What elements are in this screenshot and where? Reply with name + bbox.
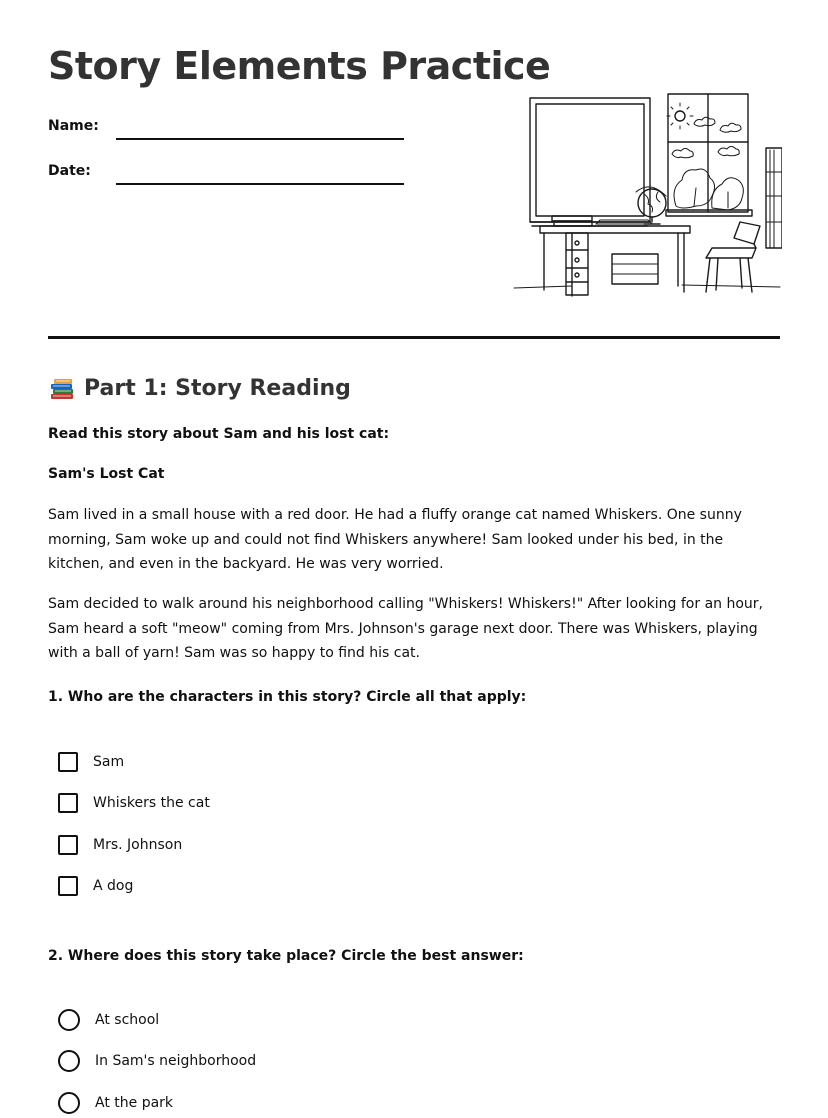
question-2-prompt: 2. Where does this story take place? Circle the best answer: bbox=[48, 948, 524, 964]
option-label: In Sam's neighborhood bbox=[95, 1053, 257, 1069]
date-blank-line[interactable] bbox=[116, 183, 404, 185]
story-paragraph-1: Sam lived in a small house with a red door. He had a fluffy orange cat named Whiskers. One sunny morning, Sam woke up and could not find Whiskers anywhere! Sam looked under his bed, in the kitchen, and even in the backyard. He was very worried. bbox=[48, 507, 742, 572]
story-title: Sam's Lost Cat bbox=[48, 466, 165, 482]
q2-option-neighborhood[interactable] bbox=[58, 1048, 256, 1074]
worksheet-header bbox=[48, 0, 780, 401]
part1-heading-text: Part 1: Story Reading bbox=[84, 375, 351, 401]
question-1-prompt: 1. Who are the characters in this story? Circle all that apply: bbox=[48, 689, 527, 705]
part1-heading bbox=[48, 374, 351, 402]
option-label: Sam bbox=[93, 754, 125, 770]
checkbox[interactable] bbox=[58, 752, 78, 772]
option-label: At school bbox=[95, 1012, 160, 1028]
name-blank-line[interactable] bbox=[116, 138, 404, 140]
q2-option-park[interactable] bbox=[58, 1090, 173, 1116]
name-label: Name: bbox=[48, 118, 99, 134]
q1-option-mrs-johnson[interactable] bbox=[58, 832, 182, 858]
page-title: Story Elements Practice bbox=[48, 44, 551, 88]
date-field[interactable] bbox=[48, 159, 408, 189]
radio-button[interactable] bbox=[58, 1009, 80, 1031]
story-paragraph-2: Sam decided to walk around his neighborhood calling "Whiskers! Whiskers!" After looking for an hour, Sam heard a soft "meow" coming from Mrs. Johnson's garage next door. There was Whiskers, playing with a ball of yarn! Sam was so happy to find his cat. bbox=[48, 596, 763, 661]
q1-option-whiskers[interactable] bbox=[58, 790, 210, 816]
option-label: At the park bbox=[95, 1095, 174, 1111]
checkbox[interactable] bbox=[58, 876, 78, 896]
checkbox[interactable] bbox=[58, 835, 78, 855]
classroom-illustration bbox=[512, 92, 782, 304]
checkbox[interactable] bbox=[58, 793, 78, 813]
date-label: Date: bbox=[48, 163, 91, 179]
q1-option-dog[interactable] bbox=[58, 873, 133, 899]
books-icon bbox=[48, 374, 76, 402]
worksheet-page bbox=[48, 0, 780, 1111]
radio-button[interactable] bbox=[58, 1050, 80, 1072]
name-field[interactable] bbox=[48, 114, 408, 144]
radio-button[interactable] bbox=[58, 1092, 80, 1114]
header-divider bbox=[48, 336, 780, 339]
q2-option-school[interactable] bbox=[58, 1007, 159, 1033]
story-intro: Read this story about Sam and his lost cat: bbox=[48, 426, 390, 442]
option-label: A dog bbox=[93, 878, 134, 894]
option-label: Mrs. Johnson bbox=[93, 837, 183, 853]
option-label: Whiskers the cat bbox=[93, 795, 210, 811]
q1-option-sam[interactable] bbox=[58, 749, 124, 775]
